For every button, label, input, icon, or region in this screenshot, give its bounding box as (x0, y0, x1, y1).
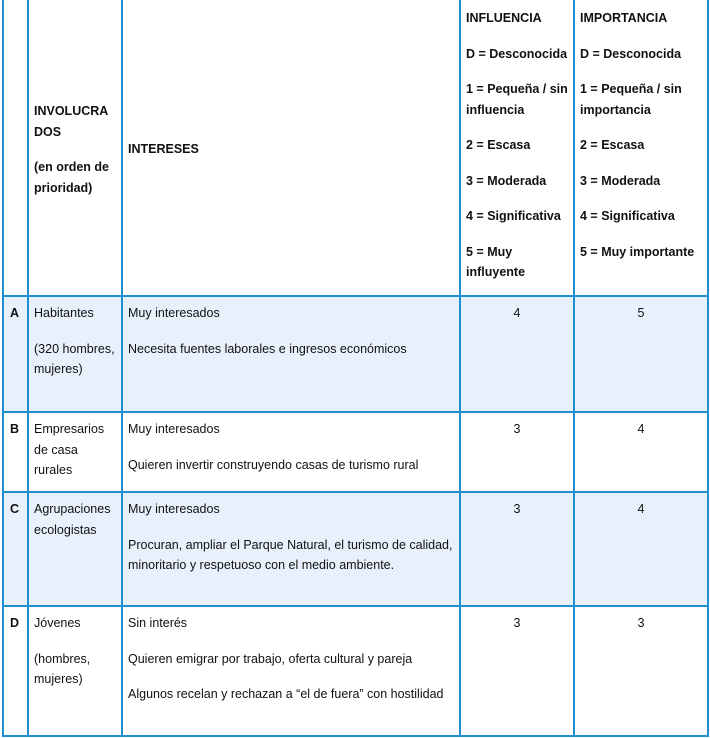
influence-scale-item: D = Desconocida (466, 46, 568, 61)
importance-scale-item: 4 = Significativa (580, 209, 675, 223)
stakeholder-name: Agrupaciones ecologistas (34, 502, 111, 537)
header-letter-cell (3, 0, 28, 296)
header-stakeholders (28, 0, 122, 296)
stakeholder-table (2, 0, 709, 737)
influence-scale-item: 3 = Moderada (466, 173, 547, 188)
interest-detail: Necesita fuentes laborales e ingresos económicos (128, 341, 407, 356)
row-interests (122, 606, 460, 736)
header-stakeholders-line4: prioridad) (34, 180, 93, 195)
importance-scale-item: 2 = Escasa (580, 138, 645, 152)
header-stakeholders-line3: (en orden de (34, 160, 110, 174)
row-interests (122, 412, 460, 492)
row-importance: 3 (574, 606, 708, 736)
header-importance (574, 0, 708, 296)
row-letter: C (3, 492, 28, 606)
influence-scale-item: 4 = Significativa (466, 209, 561, 223)
influence-scale-item: 1 = Pequeña / sin influencia (466, 82, 568, 117)
header-stakeholders-line2: DOS (34, 124, 62, 139)
row-influence: 3 (460, 412, 574, 492)
row-letter: A (3, 296, 28, 412)
stakeholder-name: Habitantes (34, 306, 94, 320)
row-influence: 4 (460, 296, 574, 412)
row-influence: 3 (460, 606, 574, 736)
interest-detail: Quieren invertir construyendo casas de turismo rural (128, 457, 419, 472)
row-stakeholder (28, 296, 122, 412)
row-importance: 4 (574, 412, 708, 492)
table-row (3, 492, 708, 606)
interest-detail: Algunos recelan y rechazan a “el de fuera” con hostilidad (128, 687, 444, 701)
influence-scale-item: 5 = Muy influyente (466, 244, 526, 279)
interest-level: Muy interesados (128, 306, 220, 320)
importance-title: IMPORTANCIA (580, 11, 668, 25)
importance-scale-item: D = Desconocida (580, 46, 682, 61)
influence-title: INFLUENCIA (466, 11, 542, 25)
interest-level: Muy interesados (128, 422, 220, 436)
row-stakeholder (28, 606, 122, 736)
importance-scale-item: 3 = Moderada (580, 173, 661, 188)
importance-scale-item: 5 = Muy importante (580, 244, 695, 259)
row-stakeholder (28, 492, 122, 606)
row-influence: 3 (460, 492, 574, 606)
row-letter: B (3, 412, 28, 492)
interest-detail: Quieren emigrar por trabajo, oferta cultural y pareja (128, 651, 413, 666)
row-stakeholder (28, 412, 122, 492)
stakeholder-name: Empresarios de casa rurales (34, 422, 105, 477)
row-importance: 5 (574, 296, 708, 412)
row-interests (122, 296, 460, 412)
stakeholder-name: Jóvenes (34, 616, 81, 630)
interest-detail: Procuran, ampliar el Parque Natural, el turismo de calidad, minoritario y respetuoso con el medio ambiente. (128, 537, 453, 572)
header-stakeholders-line1: INVOLUCRA (34, 104, 109, 118)
table-row (3, 606, 708, 736)
importance-scale-item: 1 = Pequeña / sin importancia (580, 82, 682, 117)
header-row (3, 0, 708, 296)
influence-scale-item: 2 = Escasa (466, 138, 531, 152)
row-importance: 4 (574, 492, 708, 606)
table-row (3, 296, 708, 412)
interest-level: Sin interés (128, 616, 188, 630)
row-interests (122, 492, 460, 606)
table-row (3, 412, 708, 492)
row-letter: D (3, 606, 28, 736)
header-interests: INTERESES (122, 0, 460, 296)
stakeholder-detail: (320 hombres, mujeres) (34, 341, 115, 376)
interest-level: Muy interesados (128, 502, 220, 516)
stakeholder-detail: (hombres, mujeres) (34, 651, 91, 686)
header-influence (460, 0, 574, 296)
